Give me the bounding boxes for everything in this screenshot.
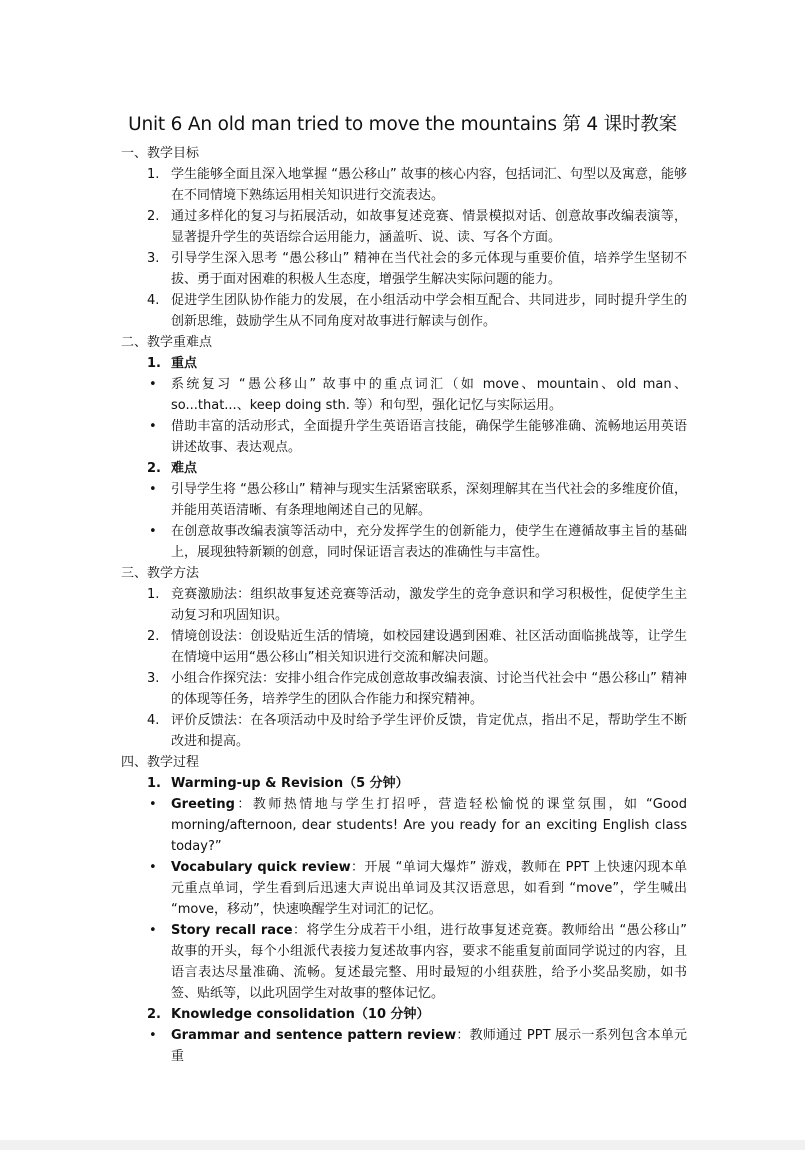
list-number: 4. xyxy=(147,293,160,308)
bullet-icon: • xyxy=(149,482,157,497)
bullet-item xyxy=(121,857,687,920)
list-item xyxy=(121,626,687,668)
list-item-text: 情境创设法：创设贴近生活的情境，如校园建设遇到困难、社区活动面临挑战等，让学生在情境中运用“愚公移山”相关知识进行交流和解决问题。 xyxy=(171,629,687,665)
bullet-item-text: ：教师热情地与学生打招呼，营造轻松愉悦的课堂氛围，如 “Good morning/afternoon, dear students! Are you ready for an exciting English class today?” xyxy=(171,797,687,854)
list-item xyxy=(121,164,687,206)
list-item-text: 引导学生深入思考 “愚公移山” 精神在当代社会的多元体现与重要价值，培养学生坚韧不拔、勇于面对困难的积极人生态度，增强学生解决实际问题的能力。 xyxy=(171,251,687,287)
list-item-text: 评价反馈法：在各项活动中及时给予学生评价反馈，肯定优点，指出不足，帮助学生不断改进和提高。 xyxy=(171,713,687,749)
bullet-item xyxy=(121,521,687,563)
bullet-item-text: 系统复习 “愚公移山” 故事中的重点词汇（如 move、mountain、old man、so...that...、keep doing sth. 等）和句型，强化记忆与实际运用。 xyxy=(171,377,687,413)
bullet-item-text: 在创意故事改编表演等活动中，充分发挥学生的创新能力，使学生在遵循故事主旨的基础上，展现独特新颖的创意，同时保证语言表达的准确性与丰富性。 xyxy=(171,524,687,560)
sub-heading-difficulties xyxy=(121,458,687,479)
list-item-text: 通过多样化的复习与拓展活动，如故事复述竞赛、情景模拟对话、创意故事改编表演等，显著提升学生的英语综合运用能力，涵盖听、说、读、写各个方面。 xyxy=(171,209,687,245)
sub-heading-knowledge-consolidation xyxy=(121,1004,687,1025)
bullet-item xyxy=(121,920,687,1004)
bullet-item-text: ：教师通过 PPT 展示一系列包含本单元重 xyxy=(171,1028,687,1064)
bullet-icon: • xyxy=(149,923,157,938)
list-item-text: 学生能够全面且深入地掌握 “愚公移山” 故事的核心内容，包括词汇、句型以及寓意，能够在不同情境下熟练运用相关知识进行交流表达。 xyxy=(171,167,687,203)
bullet-icon: • xyxy=(149,797,157,812)
list-number: 1. xyxy=(147,167,160,182)
bullet-item-lead: Story recall race xyxy=(171,923,293,938)
sub-heading-key-points xyxy=(121,353,687,374)
sub-heading-number: 1. xyxy=(147,356,161,371)
bullet-item-lead: Greeting xyxy=(171,797,235,812)
sub-heading-label: Knowledge consolidation（10 分钟） xyxy=(171,1007,430,1022)
list-number: 2. xyxy=(147,209,160,224)
document-title: Unit 6 An old man tried to move the mountains 第 4 课时教案 xyxy=(128,114,677,135)
section-heading-key-points: 二、教学重难点 xyxy=(121,335,213,350)
bullet-icon: • xyxy=(149,860,157,875)
list-item xyxy=(121,710,687,752)
list-item xyxy=(121,290,687,332)
section-heading-methods: 三、教学方法 xyxy=(121,566,200,581)
list-item xyxy=(121,584,687,626)
list-item-text: 小组合作探究法：安排小组合作完成创意故事改编表演、讨论当代社会中 “愚公移山” 精神的体现等任务，培养学生的团队合作能力和探究精神。 xyxy=(171,671,687,707)
bullet-item-text: 借助丰富的活动形式，全面提升学生英语语言技能，确保学生能够准确、流畅地运用英语讲述故事、表达观点。 xyxy=(171,419,687,455)
list-number: 1. xyxy=(147,587,160,602)
bullet-item xyxy=(121,1025,687,1067)
bullet-item-text: 引导学生将 “愚公移山” 精神与现实生活紧密联系，深刻理解其在当代社会的多维度价值，并能用英语清晰、有条理地阐述自己的见解。 xyxy=(171,482,687,518)
sub-heading-number: 2. xyxy=(147,461,161,476)
bullet-item-text: ：将学生分成若干小组，进行故事复述竞赛。教师给出 “愚公移山” 故事的开头，每个小组派代表接力复述故事内容，要求不能重复前面同学说过的内容，且语言表达尽量准确、流畅。复述最完整、用时最短的小组获胜，给予小奖品奖励，如书签、贴纸等，以此巩固学生对故事的整体记忆。 xyxy=(171,923,687,1001)
bullet-icon: • xyxy=(149,377,157,392)
section-heading-objectives: 一、教学目标 xyxy=(121,146,200,161)
bullet-icon: • xyxy=(149,1028,157,1043)
bullet-item-lead: Grammar and sentence pattern review xyxy=(171,1028,457,1043)
list-item xyxy=(121,668,687,710)
bullet-item xyxy=(121,479,687,521)
bullet-item xyxy=(121,794,687,857)
sub-heading-number: 1. xyxy=(147,776,161,791)
bullet-item-text: ：开展 “单词大爆炸” 游戏，教师在 PPT 上快速闪现本单元重点单词，学生看到后迅速大声说出单词及其汉语意思，如看到 “move”，学生喊出 “move，移动”，快速唤醒学生对词汇的记忆。 xyxy=(171,860,687,917)
section-heading-process: 四、教学过程 xyxy=(121,755,200,770)
list-number: 3. xyxy=(147,251,160,266)
bullet-item xyxy=(121,416,687,458)
bullet-item-lead: Vocabulary quick review xyxy=(171,860,351,875)
sub-heading-label: 难点 xyxy=(171,461,198,476)
list-number: 2. xyxy=(147,629,160,644)
sub-heading-warming-up xyxy=(121,773,687,794)
sub-heading-label: Warming-up & Revision（5 分钟） xyxy=(171,776,409,791)
bullet-icon: • xyxy=(149,419,157,434)
bullet-item xyxy=(121,374,687,416)
document-body xyxy=(121,143,687,1067)
list-item-text: 促进学生团队协作能力的发展，在小组活动中学会相互配合、共同进步，同时提升学生的创新思维，鼓励学生从不同角度对故事进行解读与创作。 xyxy=(171,293,687,329)
sub-heading-number: 2. xyxy=(147,1007,161,1022)
list-item xyxy=(121,206,687,248)
list-number: 4. xyxy=(147,713,160,728)
list-item-text: 竞赛激励法：组织故事复述竞赛等活动，激发学生的竞争意识和学习积极性，促使学生主动复习和巩固知识。 xyxy=(171,587,687,623)
list-number: 3. xyxy=(147,671,160,686)
bullet-icon: • xyxy=(149,524,157,539)
list-item xyxy=(121,248,687,290)
sub-heading-label: 重点 xyxy=(171,356,198,371)
